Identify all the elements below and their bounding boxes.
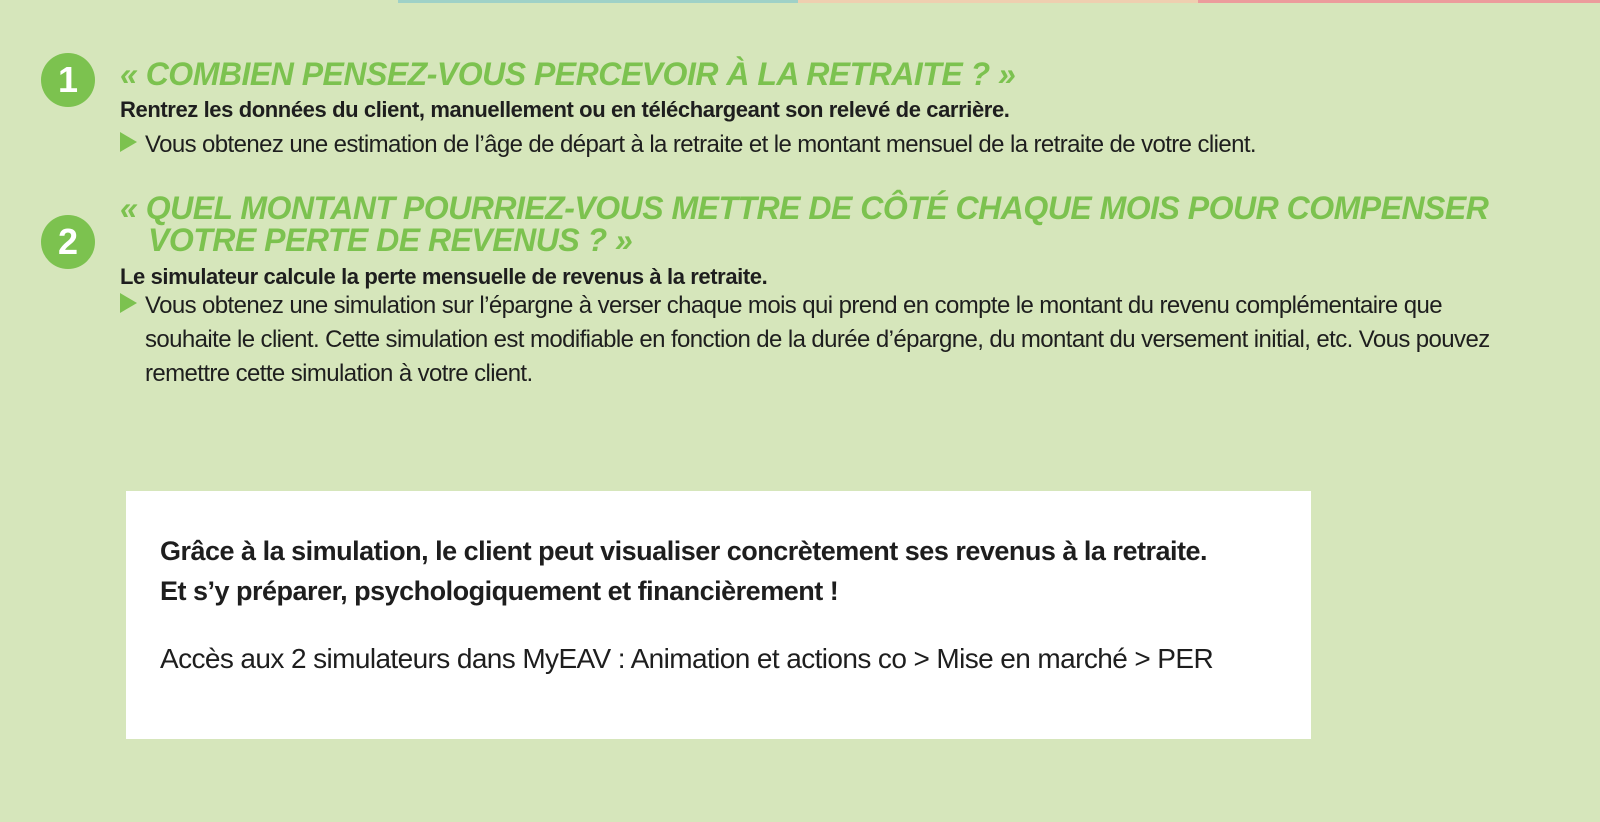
step-2-question-line-2: VOTRE PERTE DE REVENUS ? » bbox=[148, 222, 633, 258]
step-1-number-badge: 1 bbox=[41, 53, 95, 107]
step-1-instruction: Rentrez les données du client, manuellement ou en téléchargeant son relevé de carrière. bbox=[120, 97, 1010, 122]
step-2-question bbox=[120, 192, 1488, 256]
step-1-result-text: Vous obtenez une estimation de l’âge de départ à la retraite et le montant mensuel de la retraite de votre client. bbox=[145, 131, 1256, 158]
callout-access-path: Accès aux 2 simulateurs dans MyEAV : Animation et actions co > Mise en marché > PER bbox=[160, 643, 1214, 674]
step-2-result-item bbox=[120, 289, 1520, 391]
triangle-bullet-icon bbox=[120, 132, 137, 152]
step-1-question: « COMBIEN PENSEZ-VOUS PERCEVOIR À LA RETRAITE ? » bbox=[120, 56, 1016, 92]
step-2-instruction: Le simulateur calcule la perte mensuelle de revenus à la retraite. bbox=[120, 264, 768, 289]
step-1-result-item bbox=[120, 128, 1520, 162]
step-2-number-badge: 2 bbox=[41, 215, 95, 269]
triangle-bullet-icon bbox=[120, 293, 137, 313]
callout-line-2: Et s’y préparer, psychologiquement et financièrement ! bbox=[160, 576, 839, 606]
callout-box bbox=[126, 491, 1311, 739]
step-2-question-line-1: « QUEL MONTANT POURRIEZ-VOUS METTRE DE CÔTÉ CHAQUE MOIS POUR COMPENSER bbox=[120, 190, 1489, 226]
top-bar-segment bbox=[1198, 0, 1600, 3]
top-bar-segment bbox=[398, 0, 798, 3]
top-bar-segment bbox=[798, 0, 1198, 3]
top-bar-segment bbox=[0, 0, 398, 3]
top-color-bar bbox=[0, 0, 1600, 3]
callout-line-1: Grâce à la simulation, le client peut visualiser concrètement ses revenus à la retraite. bbox=[160, 536, 1207, 566]
step-2-result-text: Vous obtenez une simulation sur l’épargne à verser chaque mois qui prend en compte le montant du revenu complémentaire que souhaite le client. Cette simulation est modifiable en fonction de la durée d’épargne, du montant du versement initial, etc. Vous pouvez remettre cette simulation à votre client. bbox=[145, 292, 1490, 387]
